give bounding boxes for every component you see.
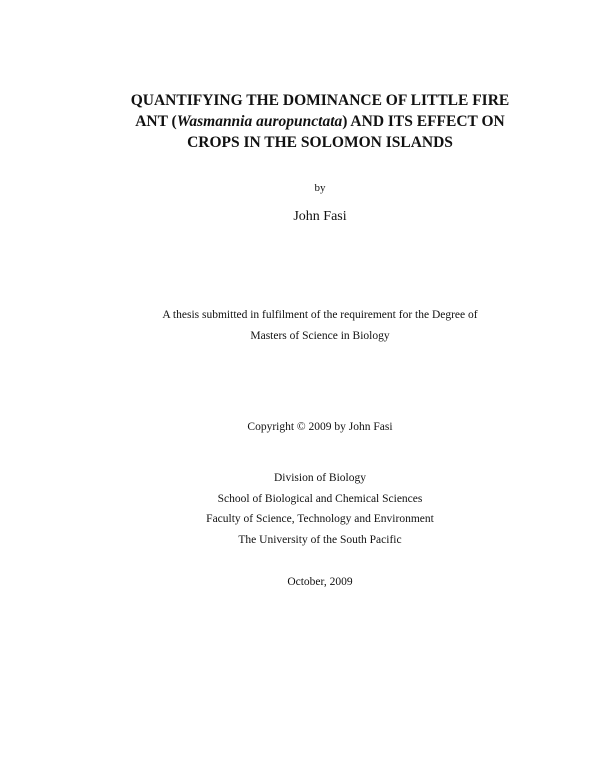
submission-line-1: A thesis submitted in fulfilment of the requirement for the Degree of xyxy=(162,309,478,321)
division-name: Division of Biology xyxy=(273,472,366,484)
title-line-2-suffix: ) AND ITS EFFECT ON xyxy=(342,113,505,130)
title-line-2-prefix: ANT ( xyxy=(135,113,177,130)
species-name: Wasmannia auropunctata xyxy=(176,113,343,130)
title-line-3: CROPS IN THE SOLOMON ISLANDS xyxy=(187,134,453,151)
affiliation-block xyxy=(0,468,600,550)
copyright-notice: Copyright © 2009 by John Fasi xyxy=(247,421,393,433)
title-line-2 xyxy=(0,111,600,132)
degree-name: Masters of Science in Biology xyxy=(250,330,390,342)
school-name: School of Biological and Chemical Sciences xyxy=(217,492,423,505)
faculty-name: Faculty of Science, Technology and Environment xyxy=(206,513,434,525)
submission-date: October, 2009 xyxy=(287,576,353,588)
university-name: The University of the South Pacific xyxy=(238,533,402,546)
submission-statement xyxy=(0,305,600,347)
thesis-title xyxy=(0,90,600,153)
by-label: by xyxy=(314,182,326,194)
author-name: John Fasi xyxy=(293,209,347,224)
title-line-1: QUANTIFYING THE DOMINANCE OF LITTLE FIRE xyxy=(130,92,510,109)
